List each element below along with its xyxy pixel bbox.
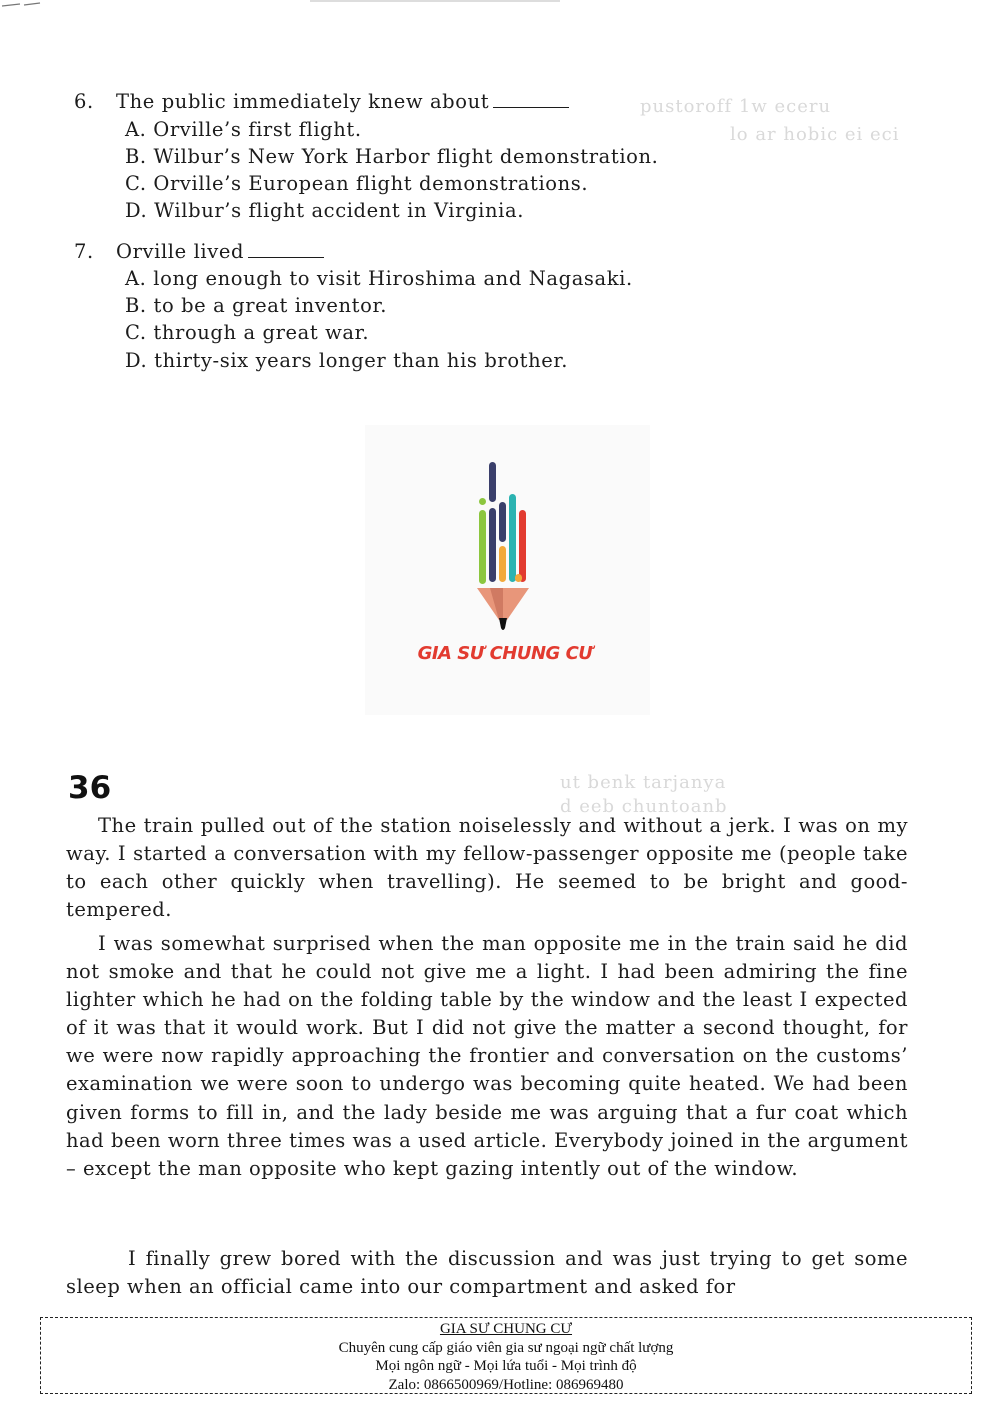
option-b: B. Wilbur’s New York Harbor flight demonstration.	[125, 145, 659, 168]
bleed-through: pustoroff 1w eceru	[640, 96, 832, 117]
answer-blank	[248, 241, 324, 258]
footer-contact: Zalo: 0866500969/Hotline: 086969480	[388, 1376, 624, 1393]
question-7	[74, 240, 324, 263]
footer-title: GIA SƯ CHUNG CƯ	[439, 1321, 573, 1337]
pencil-logo-icon	[470, 458, 540, 636]
option-d: D. Wilbur’s flight accident in Virginia.	[125, 199, 524, 222]
option-a: A. long enough to visit Hiroshima and Nagasaki.	[125, 267, 633, 290]
question-number: 6.	[74, 90, 94, 113]
question-6	[74, 90, 569, 113]
scan-mark	[0, 0, 60, 8]
option-c: C. Orville’s European flight demonstrations.	[125, 172, 589, 195]
option-c: C. through a great war.	[125, 321, 370, 344]
footer-contact-box	[40, 1317, 972, 1394]
option-b: B. to be a great inventor.	[125, 294, 388, 317]
answer-blank	[493, 91, 569, 108]
logo-text: GIA SƯ CHUNG CƯ	[417, 643, 593, 664]
section-number: 36	[68, 770, 112, 806]
paragraph-3: I finally grew bored with the discussion and was just trying to get some sleep when an official came into our compartment and asked for	[66, 1247, 908, 1299]
footer-subtagline: Mọi ngôn ngữ - Mọi lứa tuổi - Mọi trình độ	[375, 1358, 637, 1374]
paragraph-2: I was somewhat surprised when the man opposite me in the train said he did not smoke and that he could not give me a light. I had been admiring the fine lighter which he had on the folding table by the window and the least I expected of it was that it would work. But I did not give the matter a second thought, for we were now rapidly approaching the frontier and conversation on the customs’ examination we were soon to undergo was becoming quite heated. We had been given forms to fill in, and the lady beside me was arguing that a fur coat which had been worn three times was a used article. Everybody joined in the argument – except the man opposite who kept gazing intently out of the window.	[66, 932, 908, 1180]
option-a: A. Orville’s first flight.	[125, 118, 362, 141]
scan-line	[310, 0, 560, 2]
question-number: 7.	[74, 240, 94, 263]
footer-tagline: Chuyên cung cấp giáo viên gia sư ngoại ngữ chất lượng	[338, 1339, 674, 1356]
option-d: D. thirty-six years longer than his brother.	[125, 349, 568, 372]
bleed-through: d eeb chuntoanb	[560, 796, 728, 817]
bleed-through: ut benk tarjanya	[560, 772, 727, 793]
question-stem: The public immediately knew about	[116, 90, 490, 113]
bleed-through: lo ar hobic ei eci	[730, 124, 900, 145]
question-stem: Orville lived	[116, 240, 245, 263]
paragraph-1: The train pulled out of the station noiselessly and without a jerk. I was on my way. I started a conversation with my fellow-passenger opposite me (people take to each other quickly when travelling). He seemed to be bright and good-tempered.	[66, 814, 908, 922]
